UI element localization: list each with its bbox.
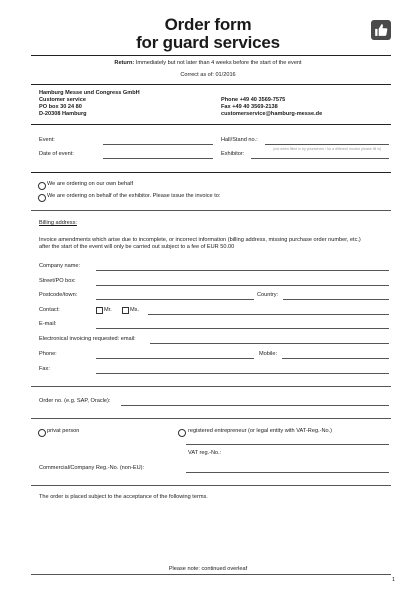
contact-po-box: PO box 30 24 80: [39, 104, 82, 110]
einvoice-label: Electronical invoicing requested: email:: [39, 336, 136, 342]
exhibitor-hint: (not when filled in by yourselves / for a different invoice please fill in): [273, 147, 382, 151]
top-rule: [31, 55, 391, 56]
mr-label: Mr.: [104, 307, 112, 313]
phone-label: Phone:: [39, 351, 57, 357]
terms-text: The order is placed subject to the acceptance of the following terms.: [39, 494, 208, 500]
contact-company: Hamburg Messe und Congress GmbH: [39, 90, 140, 96]
hall-stand-input[interactable]: [265, 144, 389, 145]
einvoice-input[interactable]: [150, 343, 389, 344]
correct-as-of: Correct as of: 01/2016: [180, 72, 236, 78]
mobile-input[interactable]: [282, 358, 389, 359]
phone-input[interactable]: [96, 358, 254, 359]
ms-label: Ms.: [130, 307, 140, 313]
mr-checkbox[interactable]: [96, 307, 103, 314]
company-name-input[interactable]: [96, 270, 389, 271]
return-label: Return:: [114, 60, 135, 66]
order-no-input[interactable]: [121, 405, 389, 406]
postcode-input[interactable]: [96, 299, 254, 300]
registered-entrepreneur-label: registered entrepreneur (or legal entity with VAT-Reg.-No.): [188, 428, 333, 434]
return-line: [0, 60, 416, 67]
footer-rule: [31, 574, 391, 575]
contact-bottom-rule: [31, 124, 391, 125]
street-label: Street/PO box:: [39, 278, 76, 284]
contact-fax: Fax +49 40 3569-2138: [221, 104, 278, 110]
contact-department: Customer service: [39, 97, 86, 103]
exhibitor-input[interactable]: [251, 158, 389, 159]
contact-city: D-20308 Hamburg: [39, 111, 87, 117]
registered-entrepreneur-radio[interactable]: [178, 429, 186, 437]
return-text: Immediately but not later than 4 weeks before the start of the event: [135, 60, 302, 66]
amendments-line-1: Invoice amendments which arise due to incomplete, or incorrect information (billing address, missing purchase order number, etc.): [39, 237, 361, 243]
contact-label: Contact:: [39, 307, 60, 313]
title-line-2: for guard services: [136, 33, 280, 52]
postcode-label: Postcode/town:: [39, 292, 78, 298]
email-input[interactable]: [96, 328, 389, 329]
exhibitor-behalf-radio[interactable]: [38, 194, 46, 202]
commercial-reg-input[interactable]: [186, 472, 389, 473]
street-input[interactable]: [96, 285, 389, 286]
contact-top-rule: [31, 84, 391, 85]
title-line-1: Order form: [164, 15, 252, 34]
page-number: 1: [392, 577, 396, 583]
date-of-event-input[interactable]: [103, 158, 213, 159]
company-name-label: Company name:: [39, 263, 81, 269]
thumbs-up-icon: [371, 20, 391, 40]
continued-note: Please note: continued overleaf: [168, 566, 248, 572]
ordering-bottom-rule: [31, 210, 391, 211]
event-label: Event:: [39, 137, 55, 143]
fax-label: Fax:: [39, 366, 50, 372]
own-behalf-label: We are ordering on our own behalf: [47, 181, 134, 187]
billing-heading: Billing address:: [39, 220, 77, 226]
registered-entrepreneur-input[interactable]: [186, 444, 389, 445]
vat-bottom-rule: [31, 485, 391, 486]
country-label: Country:: [257, 292, 279, 298]
exhibitor-behalf-label: We are ordering on behalf of the exhibitor. Please issue the invoice to:: [47, 193, 221, 199]
contact-phone: Phone +49 40 3569-7575: [221, 97, 286, 103]
private-person-label: privat person: [47, 428, 80, 434]
private-person-radio[interactable]: [38, 429, 46, 437]
event-input[interactable]: [103, 144, 213, 145]
email-label: E-mail:: [39, 321, 57, 327]
thumbs-up-glyph: [374, 23, 388, 37]
mobile-label: Mobile:: [259, 351, 278, 357]
vat-label: VAT reg.-No.:: [188, 450, 222, 456]
event-bottom-rule: [31, 172, 391, 173]
billing-bottom-rule: [31, 386, 391, 387]
ms-checkbox[interactable]: [122, 307, 129, 314]
amendments-line-2: after the start of the event will only be carried out subject to a fee of EUR 50.00: [39, 244, 235, 250]
fax-input[interactable]: [96, 373, 389, 374]
contact-email: customerservice@hamburg-messe.de: [221, 111, 323, 117]
order-no-bottom-rule: [31, 418, 391, 419]
date-of-event-label: Date of event:: [39, 151, 74, 157]
own-behalf-radio[interactable]: [38, 182, 46, 190]
commercial-reg-label: Commercial/Company Reg.-No. (non-EU):: [39, 465, 145, 471]
order-no-label: Order no. (e.g. SAP, Oracle):: [39, 398, 111, 404]
contact-input[interactable]: [148, 314, 389, 315]
hall-stand-label: Hall/Stand no.:: [221, 137, 258, 143]
country-input[interactable]: [283, 299, 389, 300]
exhibitor-label: Exhibitor:: [221, 151, 245, 157]
